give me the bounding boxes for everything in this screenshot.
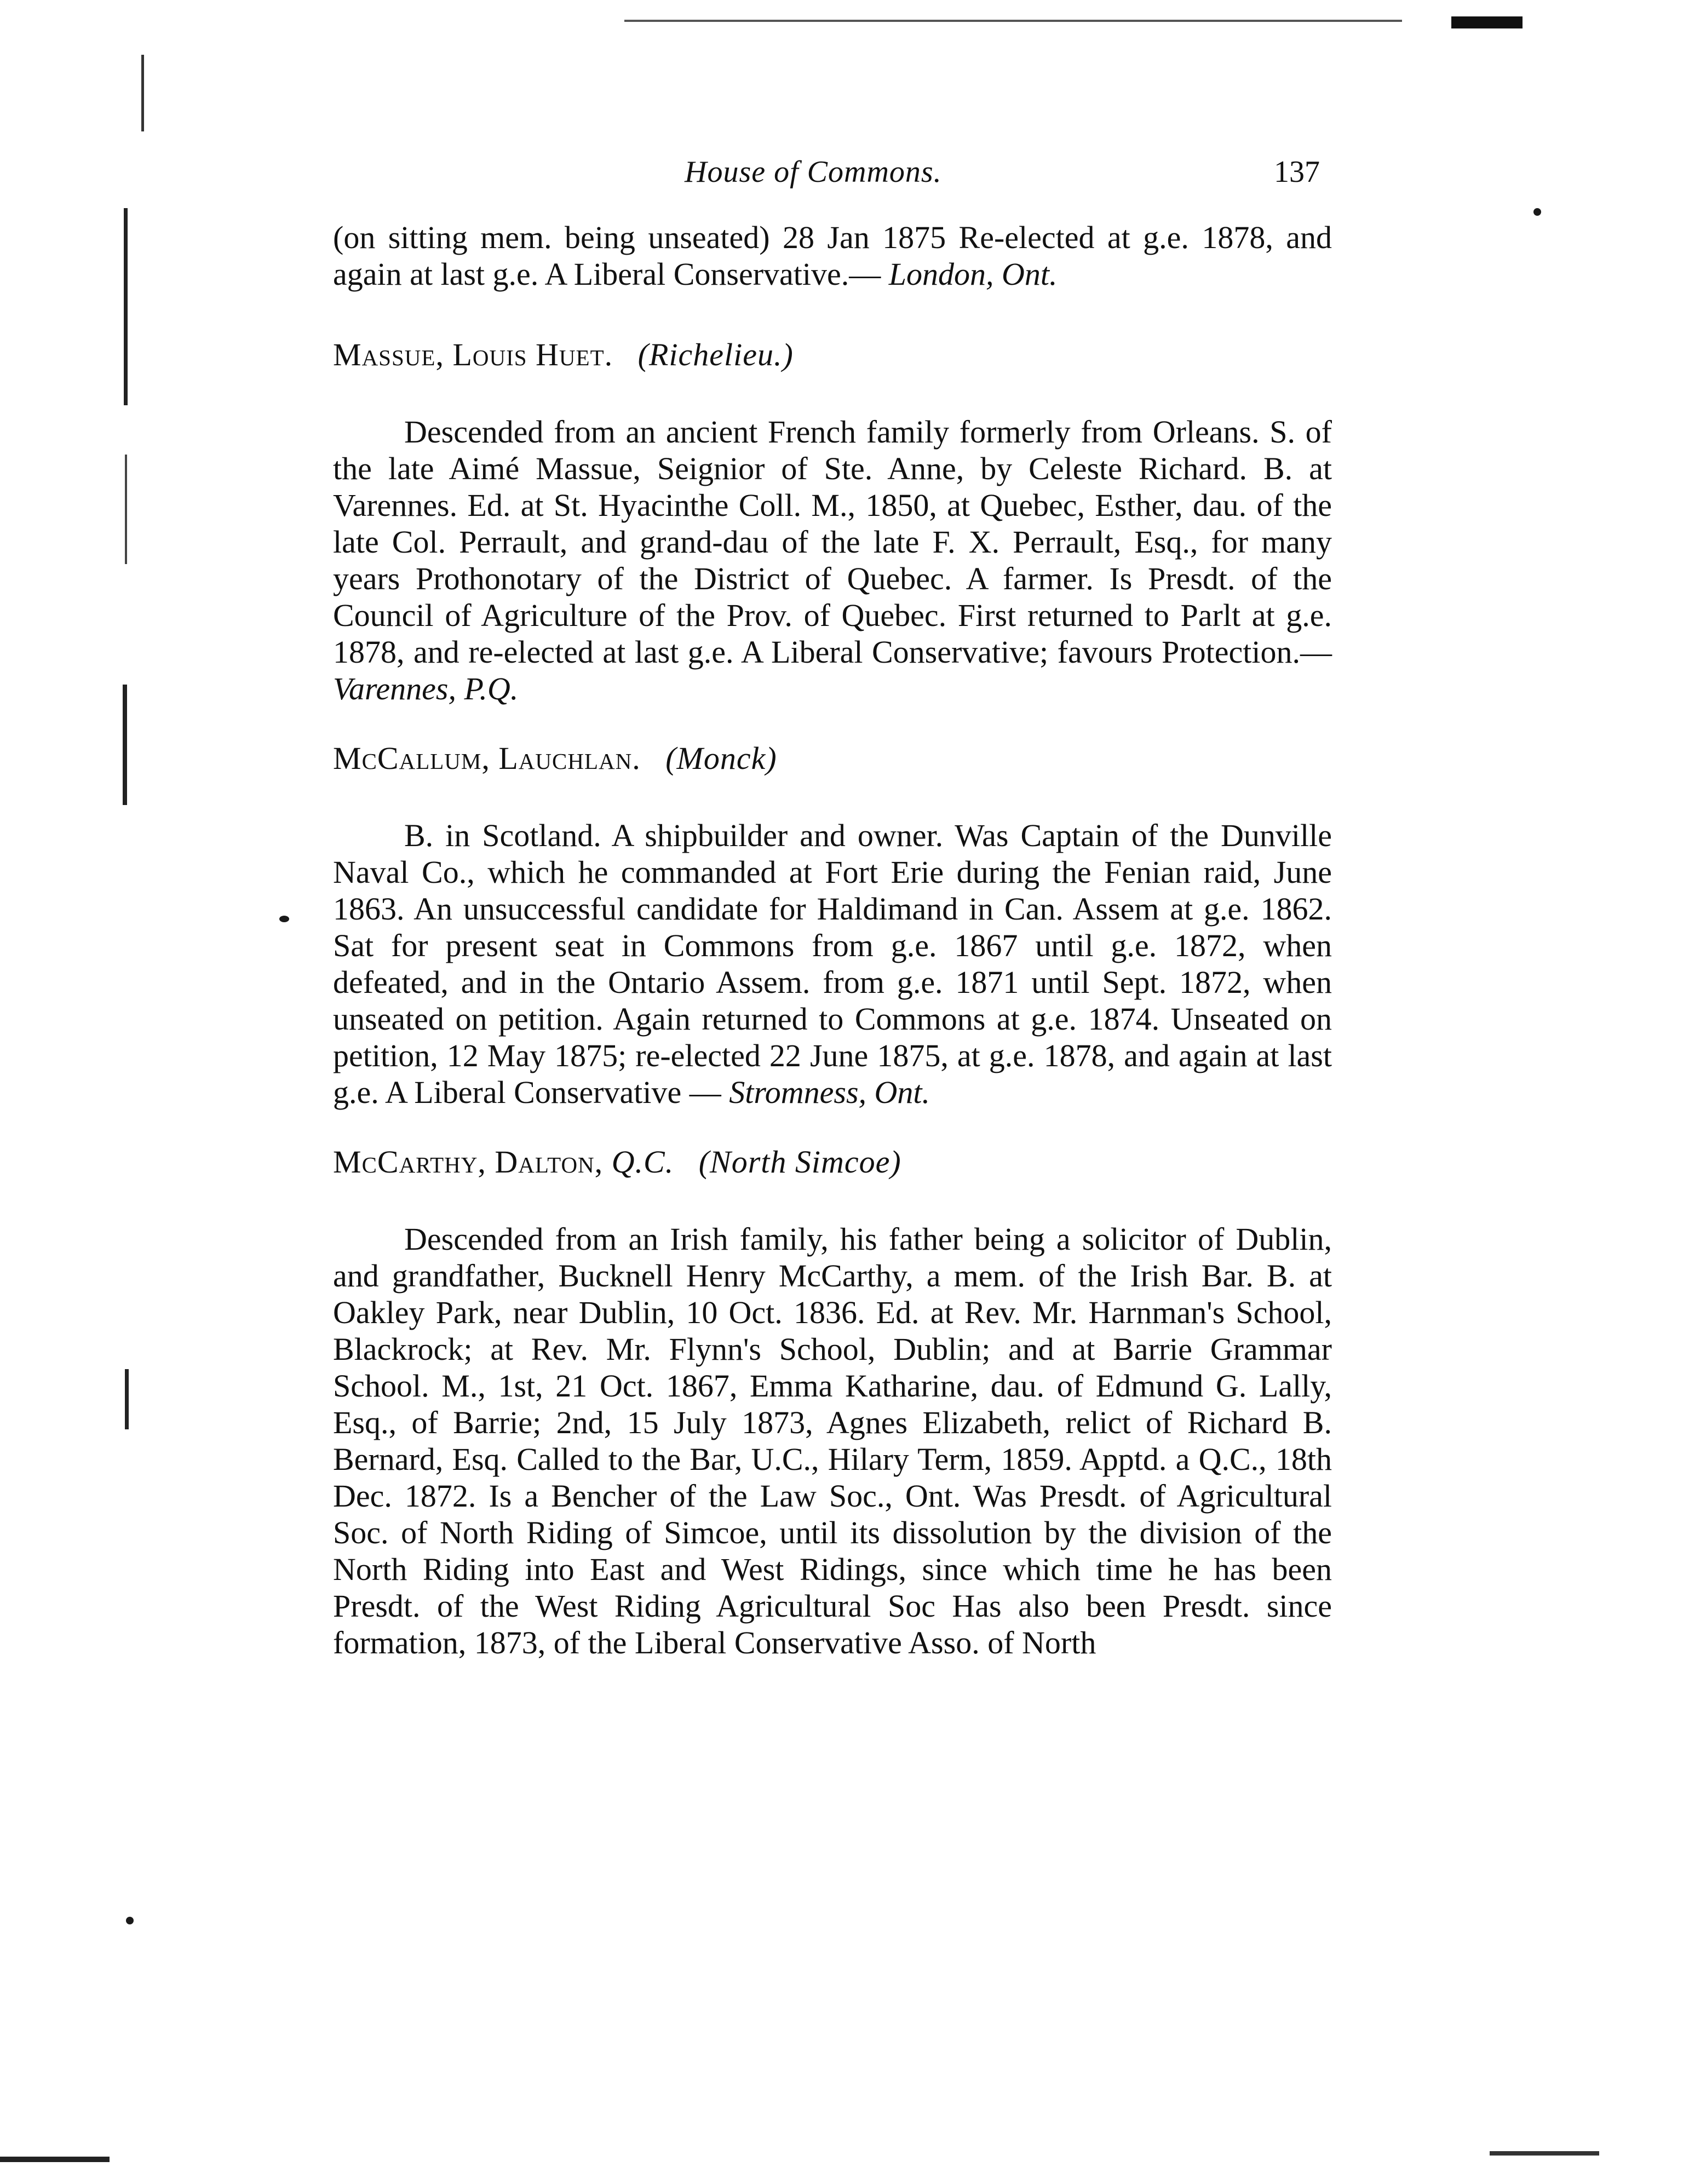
entry-text-mccallum xyxy=(333,817,1332,1111)
margin-speck xyxy=(1533,208,1541,216)
top-rule xyxy=(624,20,1402,22)
bottom-left-mark xyxy=(0,2157,110,2162)
entry-address: Stromness, Ont. xyxy=(729,1074,930,1110)
entry-name: McCallum, Lauchlan. xyxy=(333,740,641,776)
left-margin-line-4 xyxy=(123,685,127,805)
header-title: House of Commons. xyxy=(685,155,942,189)
entry-body: B. in Scotland. A shipbuilder and owner. Was Captain of the Dunville Naval Co., which he commanded at Fort Erie during the Fenian raid, June 1863. An unsuccessful candidate for Haldimand in Can. Assem at g.e. 1862. Sat for present seat in Commons from g.e. 1867 until g.e. 1872, when defeated, and in the Ontario Assem. from g.e. 1871 until Sept. 1872, when unseated on petition. Again returned to Commons at g.e. 1874. Unseated on petition, 12 May 1875; re-elected 22 June 1875, at g.e. 1878, and again at last g.e. A Liberal Conservative — xyxy=(333,818,1332,1110)
left-margin-line-5 xyxy=(125,1369,129,1429)
entry-heading-mccarthy xyxy=(333,1143,1332,1180)
entry-address: Varennes, P.Q. xyxy=(333,671,519,706)
entry-riding: (Richelieu.) xyxy=(637,337,794,372)
entry-text-massue xyxy=(333,413,1332,707)
margin-speck xyxy=(279,916,289,922)
left-margin-line-1 xyxy=(141,55,144,131)
bottom-right-mark xyxy=(1490,2151,1599,2156)
page-body xyxy=(333,219,1332,1661)
entry-body: Descended from an Irish family, his father being a solicitor of Dublin, and grandfather, Bucknell Henry McCarthy, a mem. of the Irish Bar. B. at Oakley Park, near Dublin, 10 Oct. 1836. Ed. at Rev. Mr. Harnman's School, Blackrock; at Rev. Mr. Flynn's School, Dublin; and at Barrie Grammar School. M., 1st, 21 Oct. 1867, Emma Katharine, dau. of Edmund G. Lally, Esq., of Barrie; 2nd, 15 July 1873, Agnes Elizabeth, relict of Richard B. Bernard, Esq. Called to the Bar, U.C., Hilary Term, 1859. Apptd. a Q.C., 18th Dec. 1872. Is a Bencher of the Law Soc., Ont. Was Presdt. of Agricultural Soc. of North Riding of Simcoe, until its dissolution by the division of the North Riding into East and West Ridings, since which time he has been Presdt. of the West Riding Agricultural Soc Has also been Presdt. since formation, 1873, of the Liberal Conservative Asso. of North xyxy=(333,1221,1332,1660)
entry-riding: (North Simcoe) xyxy=(698,1144,901,1180)
continued-text: (on sitting mem. being unseated) 28 Jan 1875 Re-elected at g.e. 1878, and again at last g.e. A Liberal Conservative.— xyxy=(333,220,1332,292)
continued-address: London, Ont. xyxy=(888,256,1058,292)
entry-heading-massue xyxy=(333,336,1332,373)
top-corner-mark xyxy=(1451,16,1523,28)
left-margin-line-3 xyxy=(125,455,127,564)
entry-suffix: Q.C. xyxy=(611,1144,674,1180)
continued-paragraph xyxy=(333,219,1332,292)
entry-riding: (Monck) xyxy=(665,740,777,776)
entry-text-mccarthy xyxy=(333,1221,1332,1661)
margin-speck xyxy=(126,1917,134,1924)
entry-body: Descended from an ancient French family formerly from Orleans. S. of the late Aimé Massue, Seignior of Ste. Anne, by Celeste Richard. B. at Varennes. Ed. at St. Hyacinthe Coll. M., 1850, at Quebec, Esther, dau. of the late Col. Perrault, and grand-dau of the late F. X. Perrault, Esq., for many years Prothonotary of the District of Quebec. A farmer. Is Presdt. of the Council of Agriculture of the Prov. of Quebec. First returned to Parlt at g.e. 1878, and re-elected at last g.e. A Liberal Conservative; favours Protection.— xyxy=(333,414,1332,670)
entry-name: Massue, Louis Huet. xyxy=(333,337,613,372)
entry-name: McCarthy, Dalton, xyxy=(333,1144,604,1180)
left-margin-line-2 xyxy=(124,208,128,405)
running-header xyxy=(334,149,1320,198)
page-number: 137 xyxy=(1274,155,1320,189)
entry-heading-mccallum xyxy=(333,740,1332,777)
